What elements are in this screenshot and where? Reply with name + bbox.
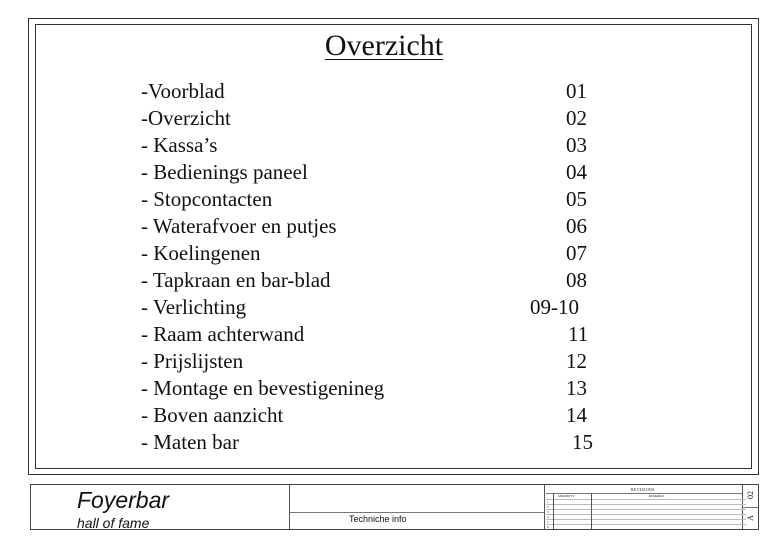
revisions-row: [546, 504, 746, 505]
revisions-title: REVISIONS: [631, 487, 655, 492]
toc-item-page: 08: [566, 268, 587, 292]
toc-item-page: 07: [566, 241, 587, 265]
revisions-divider: [591, 493, 592, 529]
revisions-row-index: 3: [547, 510, 549, 514]
toc-item-label: - Stopcontacten: [141, 187, 273, 211]
toc-item-label: - Maten bar: [141, 430, 239, 454]
revisions-row-index: 1: [547, 500, 549, 504]
revisions-row: [546, 514, 746, 515]
revisions-divider: [553, 493, 554, 529]
toc-item-label: - Boven aanzicht: [141, 403, 284, 427]
toc-item-label: - Verlichting: [141, 295, 247, 319]
toc-item-page: 05: [566, 187, 587, 211]
toc-item-label: - Prijslijsten: [141, 349, 244, 373]
revisions-row-index: 4: [547, 515, 549, 519]
revisions-row: [546, 524, 746, 525]
revisions-row-index: 6: [547, 525, 549, 529]
toc-item-page: 12: [566, 349, 587, 373]
project-name: Foyerbar: [77, 487, 170, 513]
revisions-divider: [546, 493, 742, 494]
toc-item-page: 06: [566, 214, 587, 238]
toc-item-label: - Raam achterwand: [141, 322, 305, 346]
toc-item-page: 09-10: [530, 295, 579, 319]
toc-item-label: -Voorblad: [141, 79, 225, 103]
toc-item-page: 02: [566, 106, 587, 130]
toc-item-page: 15: [572, 430, 593, 454]
toc-item-label: - Montage en bevestigenineg: [141, 376, 385, 400]
title-block-divider: [544, 485, 545, 529]
project-subtitle: hall of fame: [77, 515, 150, 531]
toc-item-label: - Koelingenen: [141, 241, 261, 265]
revisions-row: [546, 499, 746, 500]
revisions-row: [546, 509, 746, 510]
toc-item-label: - Waterafvoer en putjes: [141, 214, 337, 238]
revisions-row-index: 2: [547, 505, 549, 509]
sheet-size: A: [746, 515, 755, 521]
toc-item-page: 01: [566, 79, 587, 103]
sheet-number: 02: [746, 491, 755, 499]
title-block-divider: [289, 512, 544, 513]
revisions-row: [546, 519, 746, 520]
toc-item-label: -Overzicht: [141, 106, 231, 130]
title-block: [30, 484, 759, 530]
page-title: Overzicht: [324, 29, 444, 62]
title-block-divider: [289, 485, 290, 529]
toc-item-page: 11: [568, 322, 589, 346]
title-block-divider: [742, 507, 758, 508]
toc-item-label: - Kassa’s: [141, 133, 218, 157]
revisions-row-index: 5: [547, 520, 549, 524]
toc-item-label: - Tapkraan en bar-blad: [141, 268, 331, 292]
revisions-date-header: MM/DD/YY: [558, 494, 575, 498]
toc-item-label: - Bedienings paneel: [141, 160, 308, 184]
toc-item-page: 13: [566, 376, 587, 400]
info-label: Techniche info: [349, 514, 407, 524]
toc-item-page: 03: [566, 133, 587, 157]
toc-item-page: 04: [566, 160, 587, 184]
toc-item-page: 14: [566, 403, 587, 427]
revisions-remarks-header: REMARKS: [649, 494, 665, 498]
